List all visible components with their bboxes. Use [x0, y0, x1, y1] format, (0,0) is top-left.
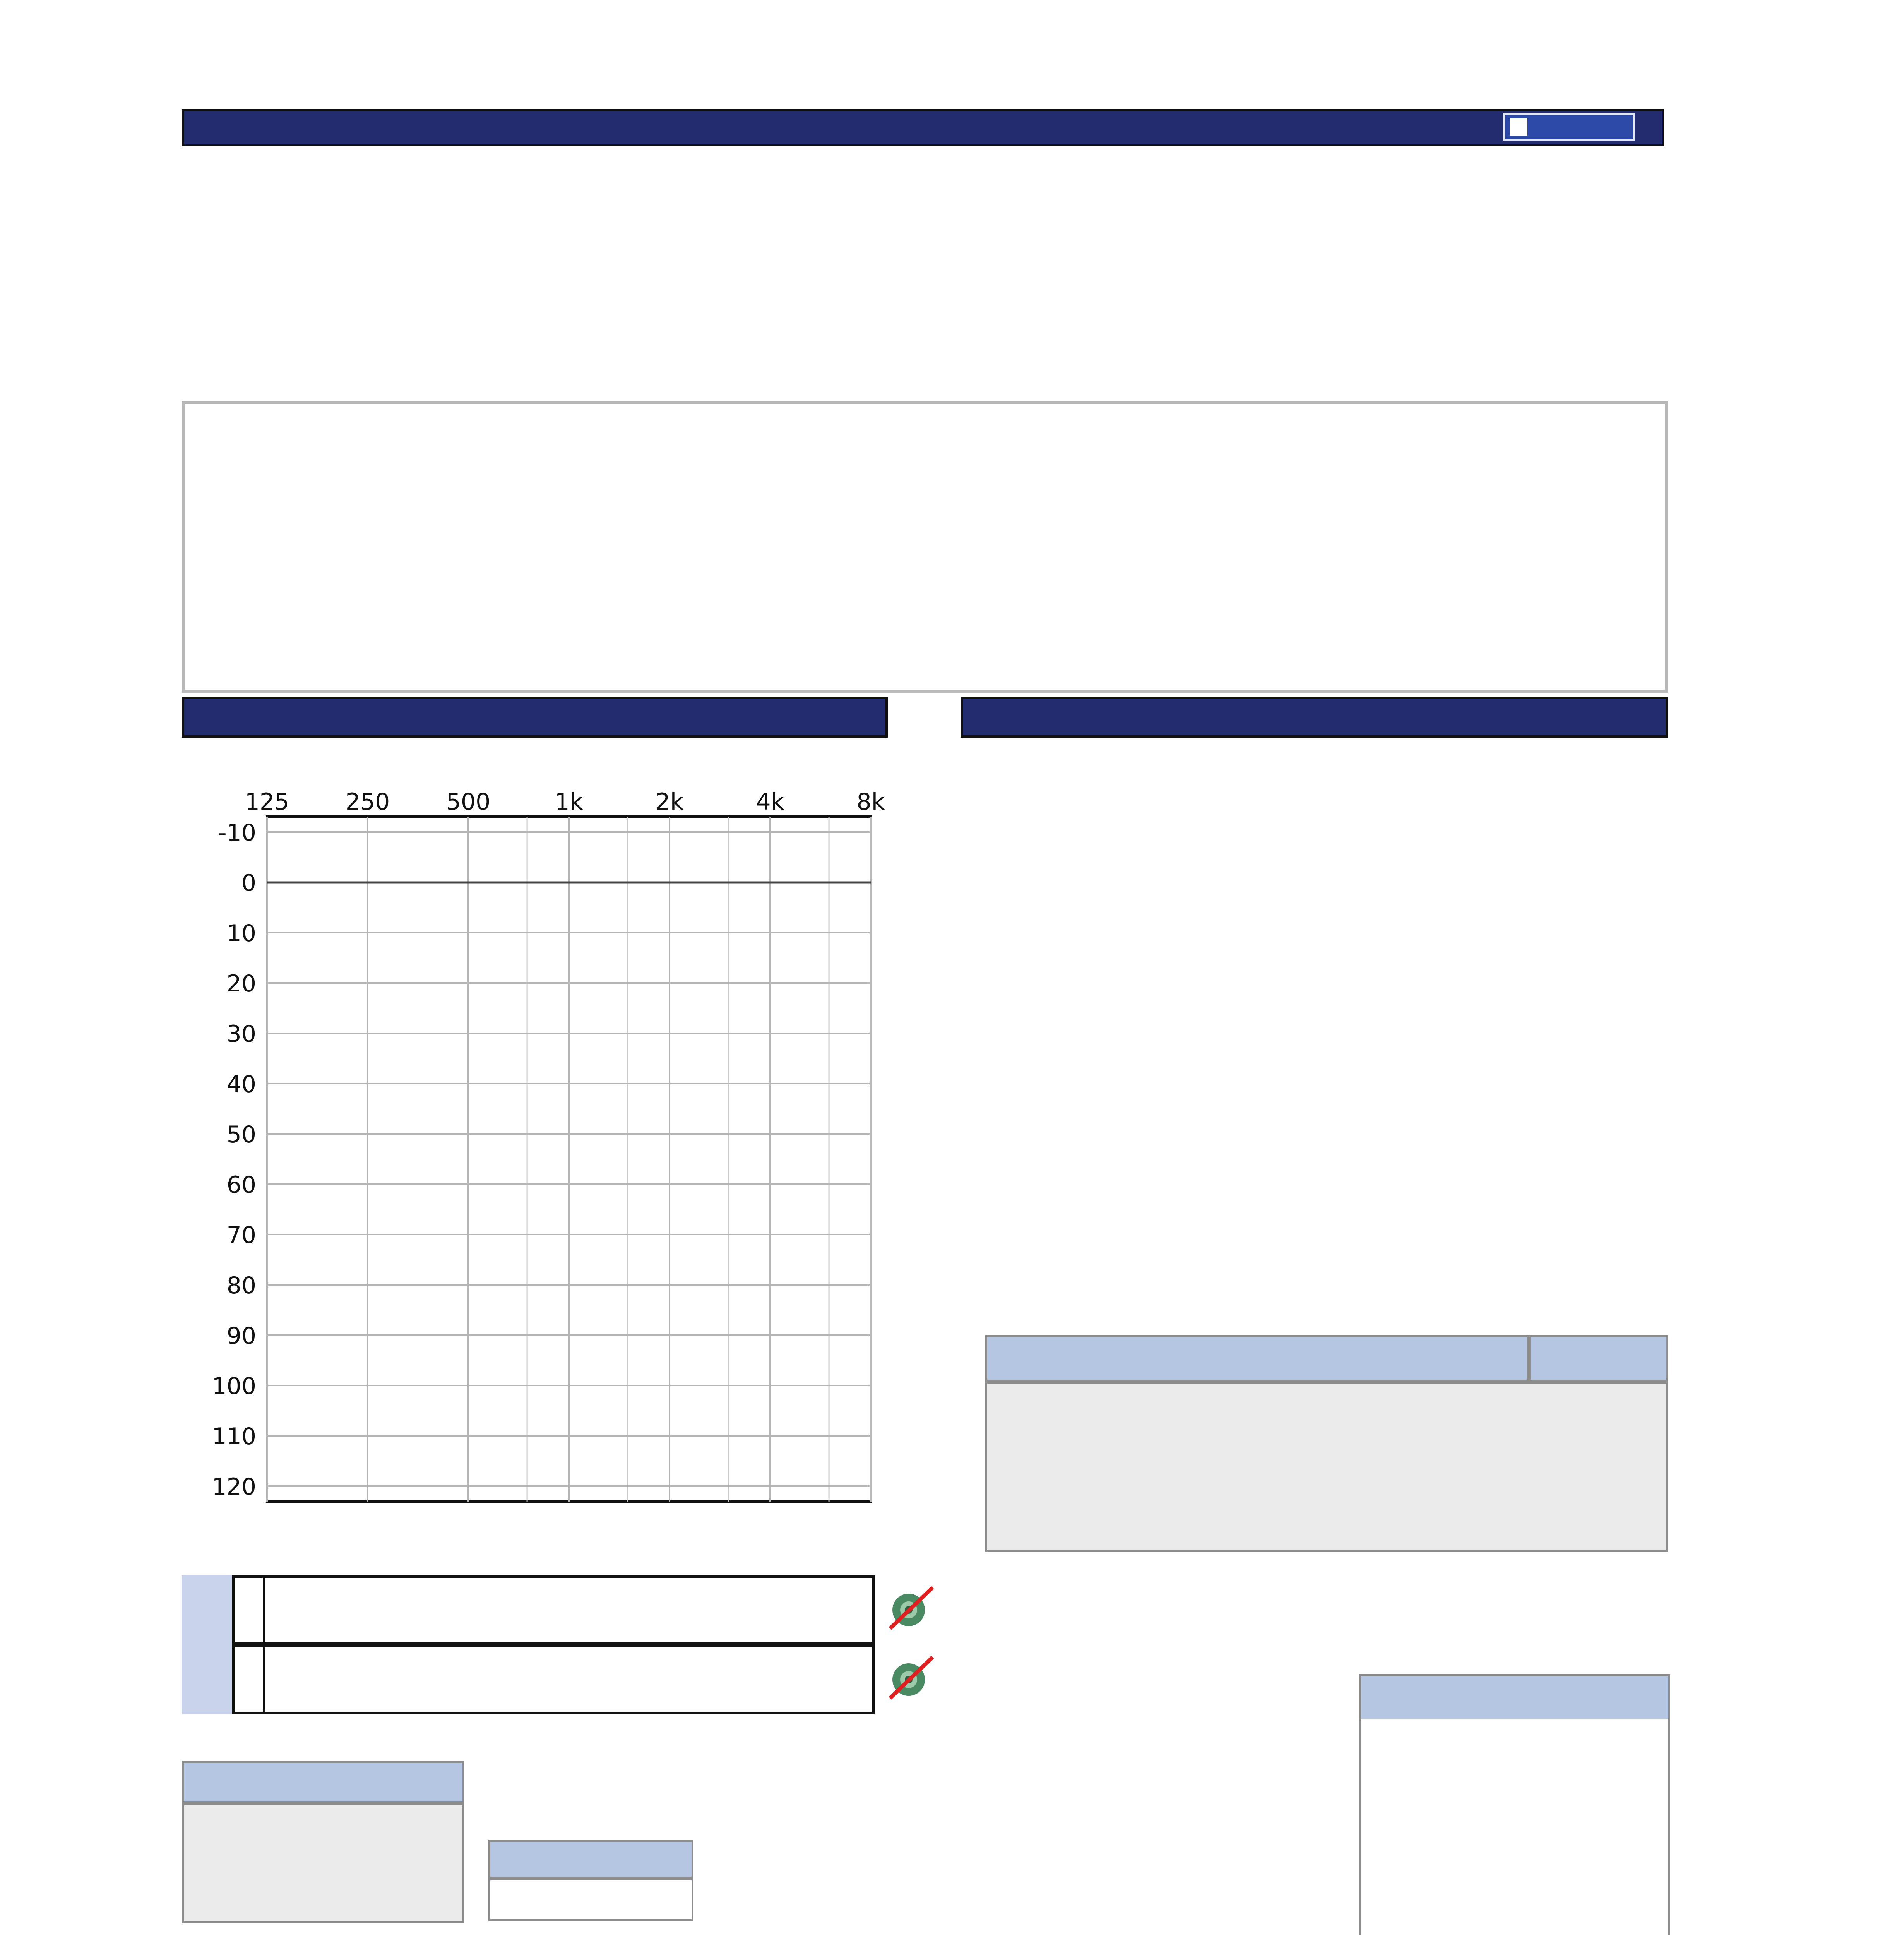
- otosuite-logo: [1503, 113, 1635, 141]
- y-tick-label: 60: [226, 1171, 256, 1199]
- top-tick-label: 2k: [655, 788, 684, 815]
- masking-calculator-icon[interactable]: [886, 1583, 937, 1633]
- y-tick-label: 0: [241, 870, 256, 897]
- masking-ac-table: [232, 1575, 875, 1645]
- y-tick-label: 40: [226, 1071, 256, 1098]
- y-tick-label: 120: [212, 1473, 256, 1500]
- y-tick-label: -10: [218, 819, 256, 846]
- y-tick-label: 110: [212, 1423, 256, 1450]
- top-tick-label: 1k: [555, 788, 583, 815]
- masking-bc-table: [232, 1645, 875, 1714]
- tymp-plot-left: [1382, 813, 1676, 1057]
- y-tick-label: 50: [226, 1121, 256, 1148]
- audiometry-header: [182, 697, 888, 738]
- immittance-header: [961, 697, 1668, 738]
- masking-bc-label: [182, 1645, 232, 1714]
- y-tick-label: 30: [226, 1021, 256, 1048]
- reflex-table: [985, 1335, 1668, 1552]
- tymp-plot-right: [983, 813, 1277, 1057]
- legend-box: [1359, 1674, 1670, 1935]
- logo-square-icon: [1510, 118, 1527, 136]
- y-tick-label: 70: [226, 1222, 256, 1249]
- y-tick-label: 90: [226, 1322, 256, 1349]
- case-history-box: [182, 401, 1668, 693]
- top-tick-label: 250: [345, 788, 390, 815]
- y-tick-label: 100: [212, 1373, 256, 1400]
- reliability-box: [488, 1840, 693, 1921]
- y-tick-label: 10: [226, 920, 256, 947]
- pta-table: [182, 1761, 464, 1923]
- y-tick-label: 20: [226, 970, 256, 997]
- header-bar: [182, 109, 1664, 146]
- top-tick-label: 500: [446, 788, 491, 815]
- y-tick-label: 80: [226, 1272, 256, 1299]
- audiogram-chart: [170, 778, 898, 1560]
- masking-calculator-icon[interactable]: [886, 1652, 937, 1703]
- masking-ac-label: [182, 1575, 232, 1645]
- top-tick-label: 125: [245, 788, 289, 815]
- top-tick-label: 8k: [856, 788, 885, 815]
- top-tick-label: 4k: [756, 788, 784, 815]
